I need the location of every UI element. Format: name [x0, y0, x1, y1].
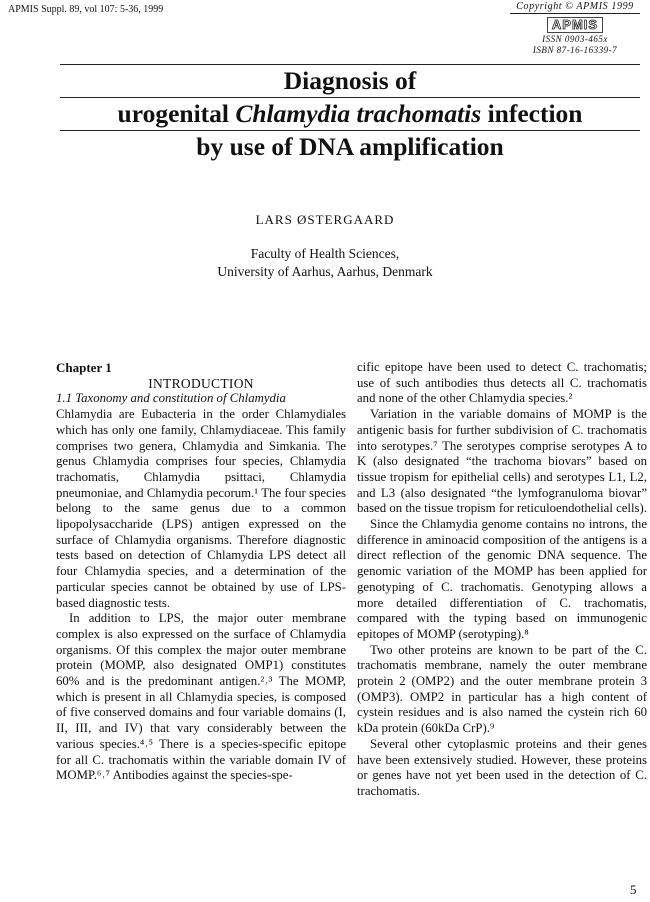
copyright-notice: Copyright © APMIS 1999: [510, 1, 640, 14]
chapter-heading: Chapter 1: [56, 360, 112, 375]
subsection-heading: 1.1 Taxonomy and constitution of Chlamydia: [56, 391, 286, 406]
issn: ISSN 0903-465x: [542, 34, 608, 44]
author-name: LARS ØSTERGAARD: [255, 212, 395, 227]
title-line-1: Diagnosis of: [60, 64, 640, 98]
section-heading: INTRODUCTION: [148, 375, 254, 391]
paragraph: Chlamydia are Eubacteria in the order Chlamydiales which has only one family, Chlamydiaceae. This family comprises two genera, Chlamydia and Simkania. The genus Chlamydia comprises four species, Chlamydia trachomatis, Chlamydia psittaci, Chlamydia pneumoniae, and Chlamydia pecorum.¹ The four species belong to the same genus due to a common lipopolysaccharide (LPS) antigen expressed on the surface of Chlamydia organisms. Therefore diagnostic tests based on detection of Chlamydia LPS detect all four Chlamydia species, and a determination of the particular species cannot be obtained by use of LPS-based diagnostic tests.: [56, 407, 346, 610]
title-species: Chlamydia trachomatis: [235, 99, 482, 128]
affiliation: [0, 245, 650, 281]
isbn: ISBN 87-16-16339-7: [532, 45, 618, 55]
left-column: [56, 360, 346, 784]
publisher-block: [510, 1, 640, 56]
title-line-2-post: infection: [481, 99, 583, 128]
title-line-2-pre: urogenital: [117, 99, 236, 128]
paragraph: Several other cytoplasmic proteins and their genes have been extensively studied. However, these proteins or genes have not yet been used in the detection of C. trachomatis.: [357, 736, 647, 798]
affiliation-line-2: University of Aarhus, Aarhus, Denmark: [217, 264, 433, 279]
paragraph: Variation in the variable domains of MOMP is the antigenic basis for further subdivision of C. trachomatis into serotypes.⁷ The serotypes comprise serotypes A to K (also designated “the trachoma biovars” based on tissue tropism for epithelial cells) and serotypes L1, L2, and L3 (also designated “the lymfogranuloma biovar” based on the tissue tropism for reticuloendothelial cells).: [357, 407, 647, 516]
page-number: 5: [630, 882, 637, 897]
title-line-2: [60, 98, 640, 131]
right-column: [357, 360, 647, 800]
affiliation-line-1: Faculty of Health Sciences,: [250, 246, 400, 261]
title-line-3: by use of DNA amplification: [196, 132, 504, 161]
paragraph: cific epitope have been used to detect C. trachomatis; use of such antibodies thus detects all C. trachomatis and none of the other Chlamydia species.²: [357, 360, 647, 406]
article-title: [60, 64, 640, 163]
paragraph: Since the Chlamydia genome contains no introns, the difference in aminoacid composition of the antigens is a direct reflection of the genomic DNA sequence. The genomic variation of the MOMP has been applied for genotyping of C. trachomatis. Genotyping allows a more detailed differentiation of C. trachomatis, compared with the typing based on immunogenic epitopes of MOMP (serotyping).⁸: [357, 517, 647, 641]
paragraph: Two other proteins are known to be part of the C. trachomatis membrane, namely the outer membrane protein 2 (OMP2) and the outer membrane protein 3 (OMP3). OMP2 in particular has a high content of cystein residues and is also named the cystein rich 60 kDa protein (60kDa CrP).⁹: [357, 642, 647, 736]
journal-citation: APMIS Suppl. 89, vol 107: 5-36, 1999: [8, 4, 164, 15]
apmis-logo: APMIS: [547, 17, 603, 33]
paragraph: In addition to LPS, the major outer membrane complex is also expressed on the surface of Chlamydia organisms. Of this complex the major outer membrane protein (MOMP, also designated OMP1) constitutes 60% and is the predominant antigen.²˒³ The MOMP, which is present in all Chlamydia species, is composed of five conserved domains and four variable domains (I, II, III, and IV) that vary considerably between the various species.⁴˒⁵ There is a species-specific epitope for all C. trachomatis within the variable domain IV of MOMP.⁶˒⁷ Antibodies against the species-spe-: [56, 611, 346, 783]
